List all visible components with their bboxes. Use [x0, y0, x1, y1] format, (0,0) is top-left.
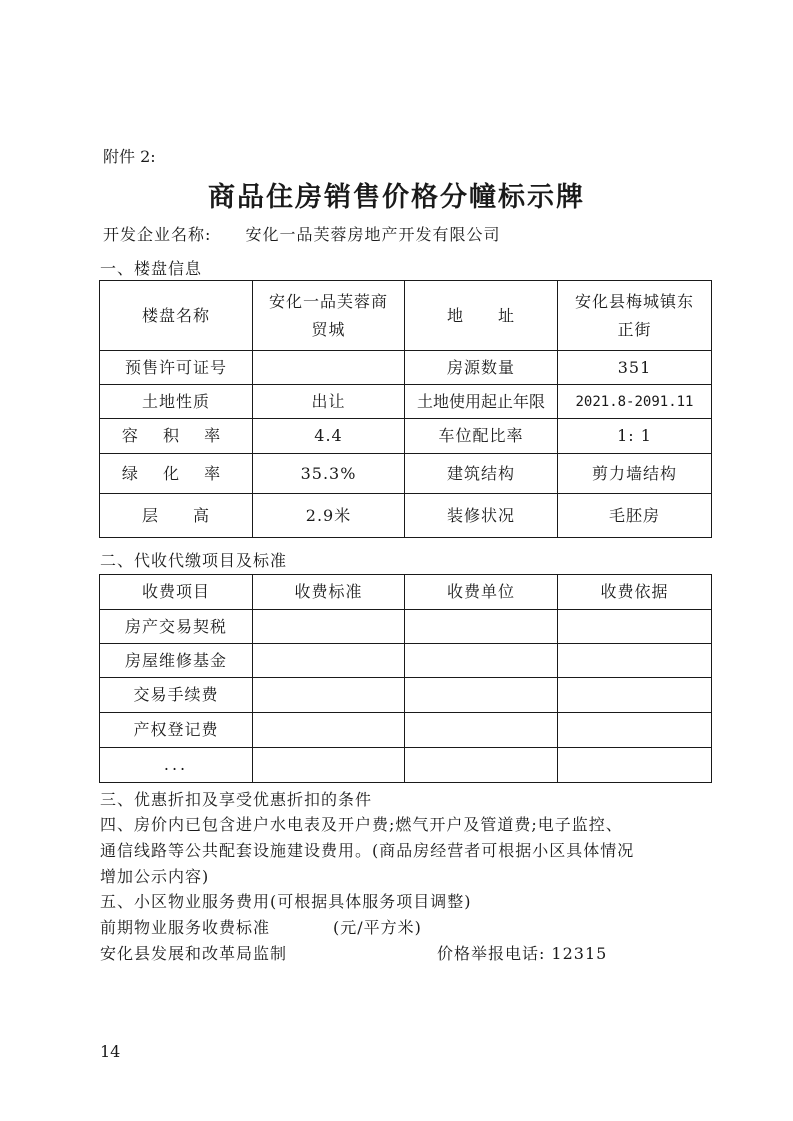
cell-label: 建筑结构 [405, 454, 558, 494]
hotline-number: 12315 [551, 944, 608, 963]
fee-item: 房屋维修基金 [100, 644, 253, 678]
cell-value: 安化一品芙蓉商贸城 [253, 281, 405, 351]
fee-standard [253, 678, 405, 713]
property-info-table [99, 280, 712, 538]
cell-label: 层 高 [100, 494, 253, 538]
developer-value: 安化一品芙蓉房地产开发有限公司 [245, 225, 501, 244]
hotline-label: 价格举报电话: [437, 944, 546, 963]
cell-value: 2021.8-2091.11 [558, 385, 712, 419]
fee-unit [405, 610, 558, 644]
cell-label: 地 址 [405, 281, 558, 351]
table-header-row [100, 575, 712, 610]
table-row [100, 644, 712, 678]
fee-unit [405, 713, 558, 748]
column-header: 收费标准 [253, 575, 405, 610]
cell-label: 绿 化 率 [100, 454, 253, 494]
section3-heading: 三、优惠折扣及享受优惠折扣的条件 [100, 790, 373, 809]
mgmt-fee-unit: (元/平方米) [333, 918, 422, 937]
fee-basis [558, 713, 712, 748]
cell-label: 容 积 率 [100, 419, 253, 454]
cell-value: 安化县梅城镇东正街 [558, 281, 712, 351]
cell-value: 出让 [253, 385, 405, 419]
developer-label: 开发企业名称: [103, 225, 212, 244]
cell-value: 2.9米 [253, 494, 405, 538]
fee-unit [405, 678, 558, 713]
fee-basis [558, 748, 712, 783]
cell-value [253, 351, 405, 385]
table-row [100, 281, 712, 351]
section1-heading: 一、楼盘信息 [100, 259, 203, 278]
fee-item: ... [100, 748, 253, 783]
cell-value: 毛胚房 [558, 494, 712, 538]
cell-value: 351 [558, 351, 712, 385]
cell-value: 4.4 [253, 419, 405, 454]
cell-value: 1: 1 [558, 419, 712, 454]
table-row [100, 454, 712, 494]
hotline [437, 941, 607, 964]
page-title: 商品住房销售价格分幢标示牌 [208, 182, 585, 213]
section5-heading: 五、小区物业服务费用(可根据具体服务项目调整) [100, 892, 472, 911]
fee-standard [253, 713, 405, 748]
table-row [100, 748, 712, 783]
column-header: 收费项目 [100, 575, 253, 610]
section4-line3: 增加公示内容) [100, 867, 210, 886]
cell-label: 楼盘名称 [100, 281, 253, 351]
table-row [100, 678, 712, 713]
fee-standard [253, 748, 405, 783]
cell-value: 35.3% [253, 454, 405, 494]
fee-item: 产权登记费 [100, 713, 253, 748]
column-header: 收费单位 [405, 575, 558, 610]
fee-standard [253, 610, 405, 644]
developer-line [103, 222, 501, 245]
fee-basis [558, 678, 712, 713]
cell-label: 土地使用起止年限 [405, 385, 558, 419]
attachment-label: 附件 2: [103, 147, 156, 166]
table-row [100, 494, 712, 538]
fee-unit [405, 644, 558, 678]
table-row [100, 713, 712, 748]
mgmt-fee-label: 前期物业服务收费标准 [100, 918, 271, 937]
supervisor-label: 安化县发展和改革局监制 [100, 944, 288, 963]
table-row [100, 351, 712, 385]
page-number: 14 [100, 1042, 121, 1061]
cell-label: 预售许可证号 [100, 351, 253, 385]
cell-value: 剪力墙结构 [558, 454, 712, 494]
fee-basis [558, 610, 712, 644]
section2-heading: 二、代收代缴项目及标准 [100, 551, 288, 570]
cell-label: 车位配比率 [405, 419, 558, 454]
fee-standard [253, 644, 405, 678]
table-row [100, 610, 712, 644]
cell-label: 房源数量 [405, 351, 558, 385]
cell-label: 装修状况 [405, 494, 558, 538]
column-header: 收费依据 [558, 575, 712, 610]
fee-item: 交易手续费 [100, 678, 253, 713]
fee-basis [558, 644, 712, 678]
cell-label: 土地性质 [100, 385, 253, 419]
section4-line1: 四、房价内已包含进户水电表及开户费;燃气开户及管道费;电子监控、 [100, 815, 623, 834]
table-row [100, 385, 712, 419]
fee-unit [405, 748, 558, 783]
fees-table [99, 574, 712, 783]
section4-line2: 通信线路等公共配套设施建设费用。(商品房经营者可根据小区具体情况 [100, 841, 635, 860]
fee-item: 房产交易契税 [100, 610, 253, 644]
table-row [100, 419, 712, 454]
